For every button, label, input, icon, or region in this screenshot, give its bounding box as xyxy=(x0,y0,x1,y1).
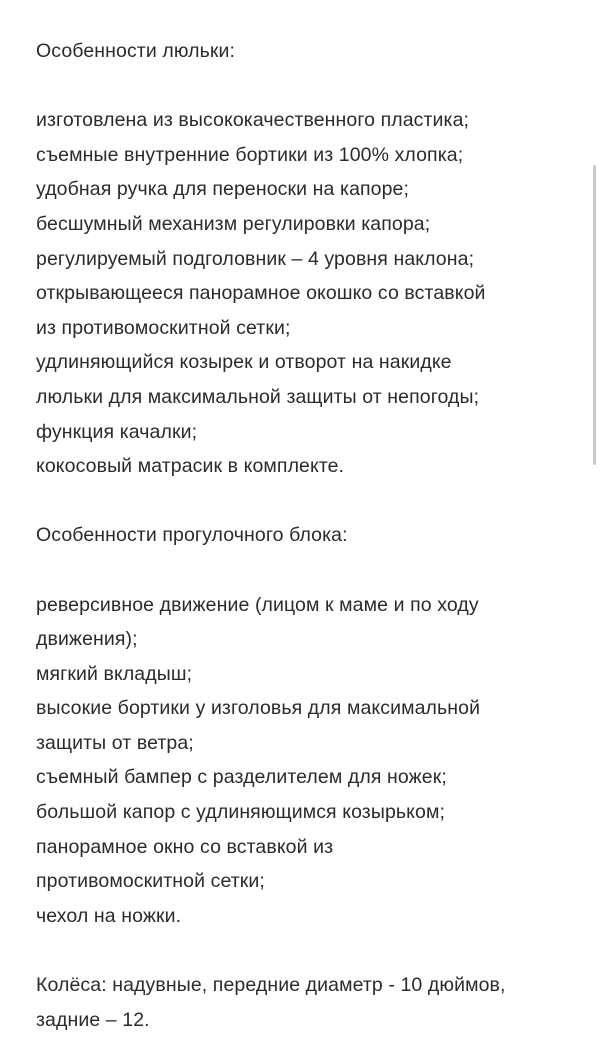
wheels-text: Колёса: надувные, передние диаметр - 10 дюймов, xyxy=(36,974,506,997)
stroller-feature: реверсивное движение (лицом к маме и по ходу xyxy=(36,593,479,616)
stroller-feature: защиты от ветра; xyxy=(36,731,194,754)
cradle-feature: удлиняющийся козырек и отворот на накидке xyxy=(36,351,452,374)
cradle-feature: изготовлена из высококачественного пластика; xyxy=(36,109,470,132)
cradle-feature: функция качалки; xyxy=(36,420,198,443)
wheels-info xyxy=(36,968,576,1037)
scrollbar[interactable] xyxy=(593,165,596,465)
stroller-feature: противомоскитной сетки; xyxy=(36,870,265,893)
product-description xyxy=(36,34,576,1037)
spacer xyxy=(36,69,576,104)
cradle-heading: Особенности люльки: xyxy=(36,40,236,62)
stroller-feature: большой капор с удлиняющимся козырьком; xyxy=(36,801,445,824)
cradle-feature: бесшумный механизм регулировки капора; xyxy=(36,212,431,235)
stroller-feature: панорамное окно со вставкой из xyxy=(36,835,334,858)
cradle-feature: регулируемый подголовник – 4 уровня наклона; xyxy=(36,247,475,270)
spacer xyxy=(36,484,576,519)
cradle-feature: удобная ручка для переноски на капоре; xyxy=(36,178,410,201)
stroller-features-list xyxy=(36,588,576,934)
cradle-feature: из противомоскитной сетки; xyxy=(36,316,291,339)
wheels-text: задние – 12. xyxy=(36,1008,150,1031)
cradle-feature: съемные внутренние бортики из 100% хлопка; xyxy=(36,143,464,166)
spacer xyxy=(36,553,576,588)
stroller-feature: чехол на ножки. xyxy=(36,904,182,927)
cradle-feature: люльки для максимальной защиты от непогоды; xyxy=(36,385,480,408)
stroller-heading: Особенности прогулочного блока: xyxy=(36,524,348,547)
stroller-feature: движения); xyxy=(36,628,138,651)
stroller-feature: мягкий вкладыш; xyxy=(36,662,193,685)
cradle-feature: открывающееся панорамное окошко со вставкой xyxy=(36,282,486,305)
stroller-feature: съемный бампер с разделителем для ножек; xyxy=(36,766,447,789)
cradle-feature: кокосовый матрасик в комплекте. xyxy=(36,455,345,478)
cradle-features-list xyxy=(36,103,576,484)
stroller-feature: высокие бортики у изголовья для максимальной xyxy=(36,697,481,720)
spacer xyxy=(36,933,576,968)
